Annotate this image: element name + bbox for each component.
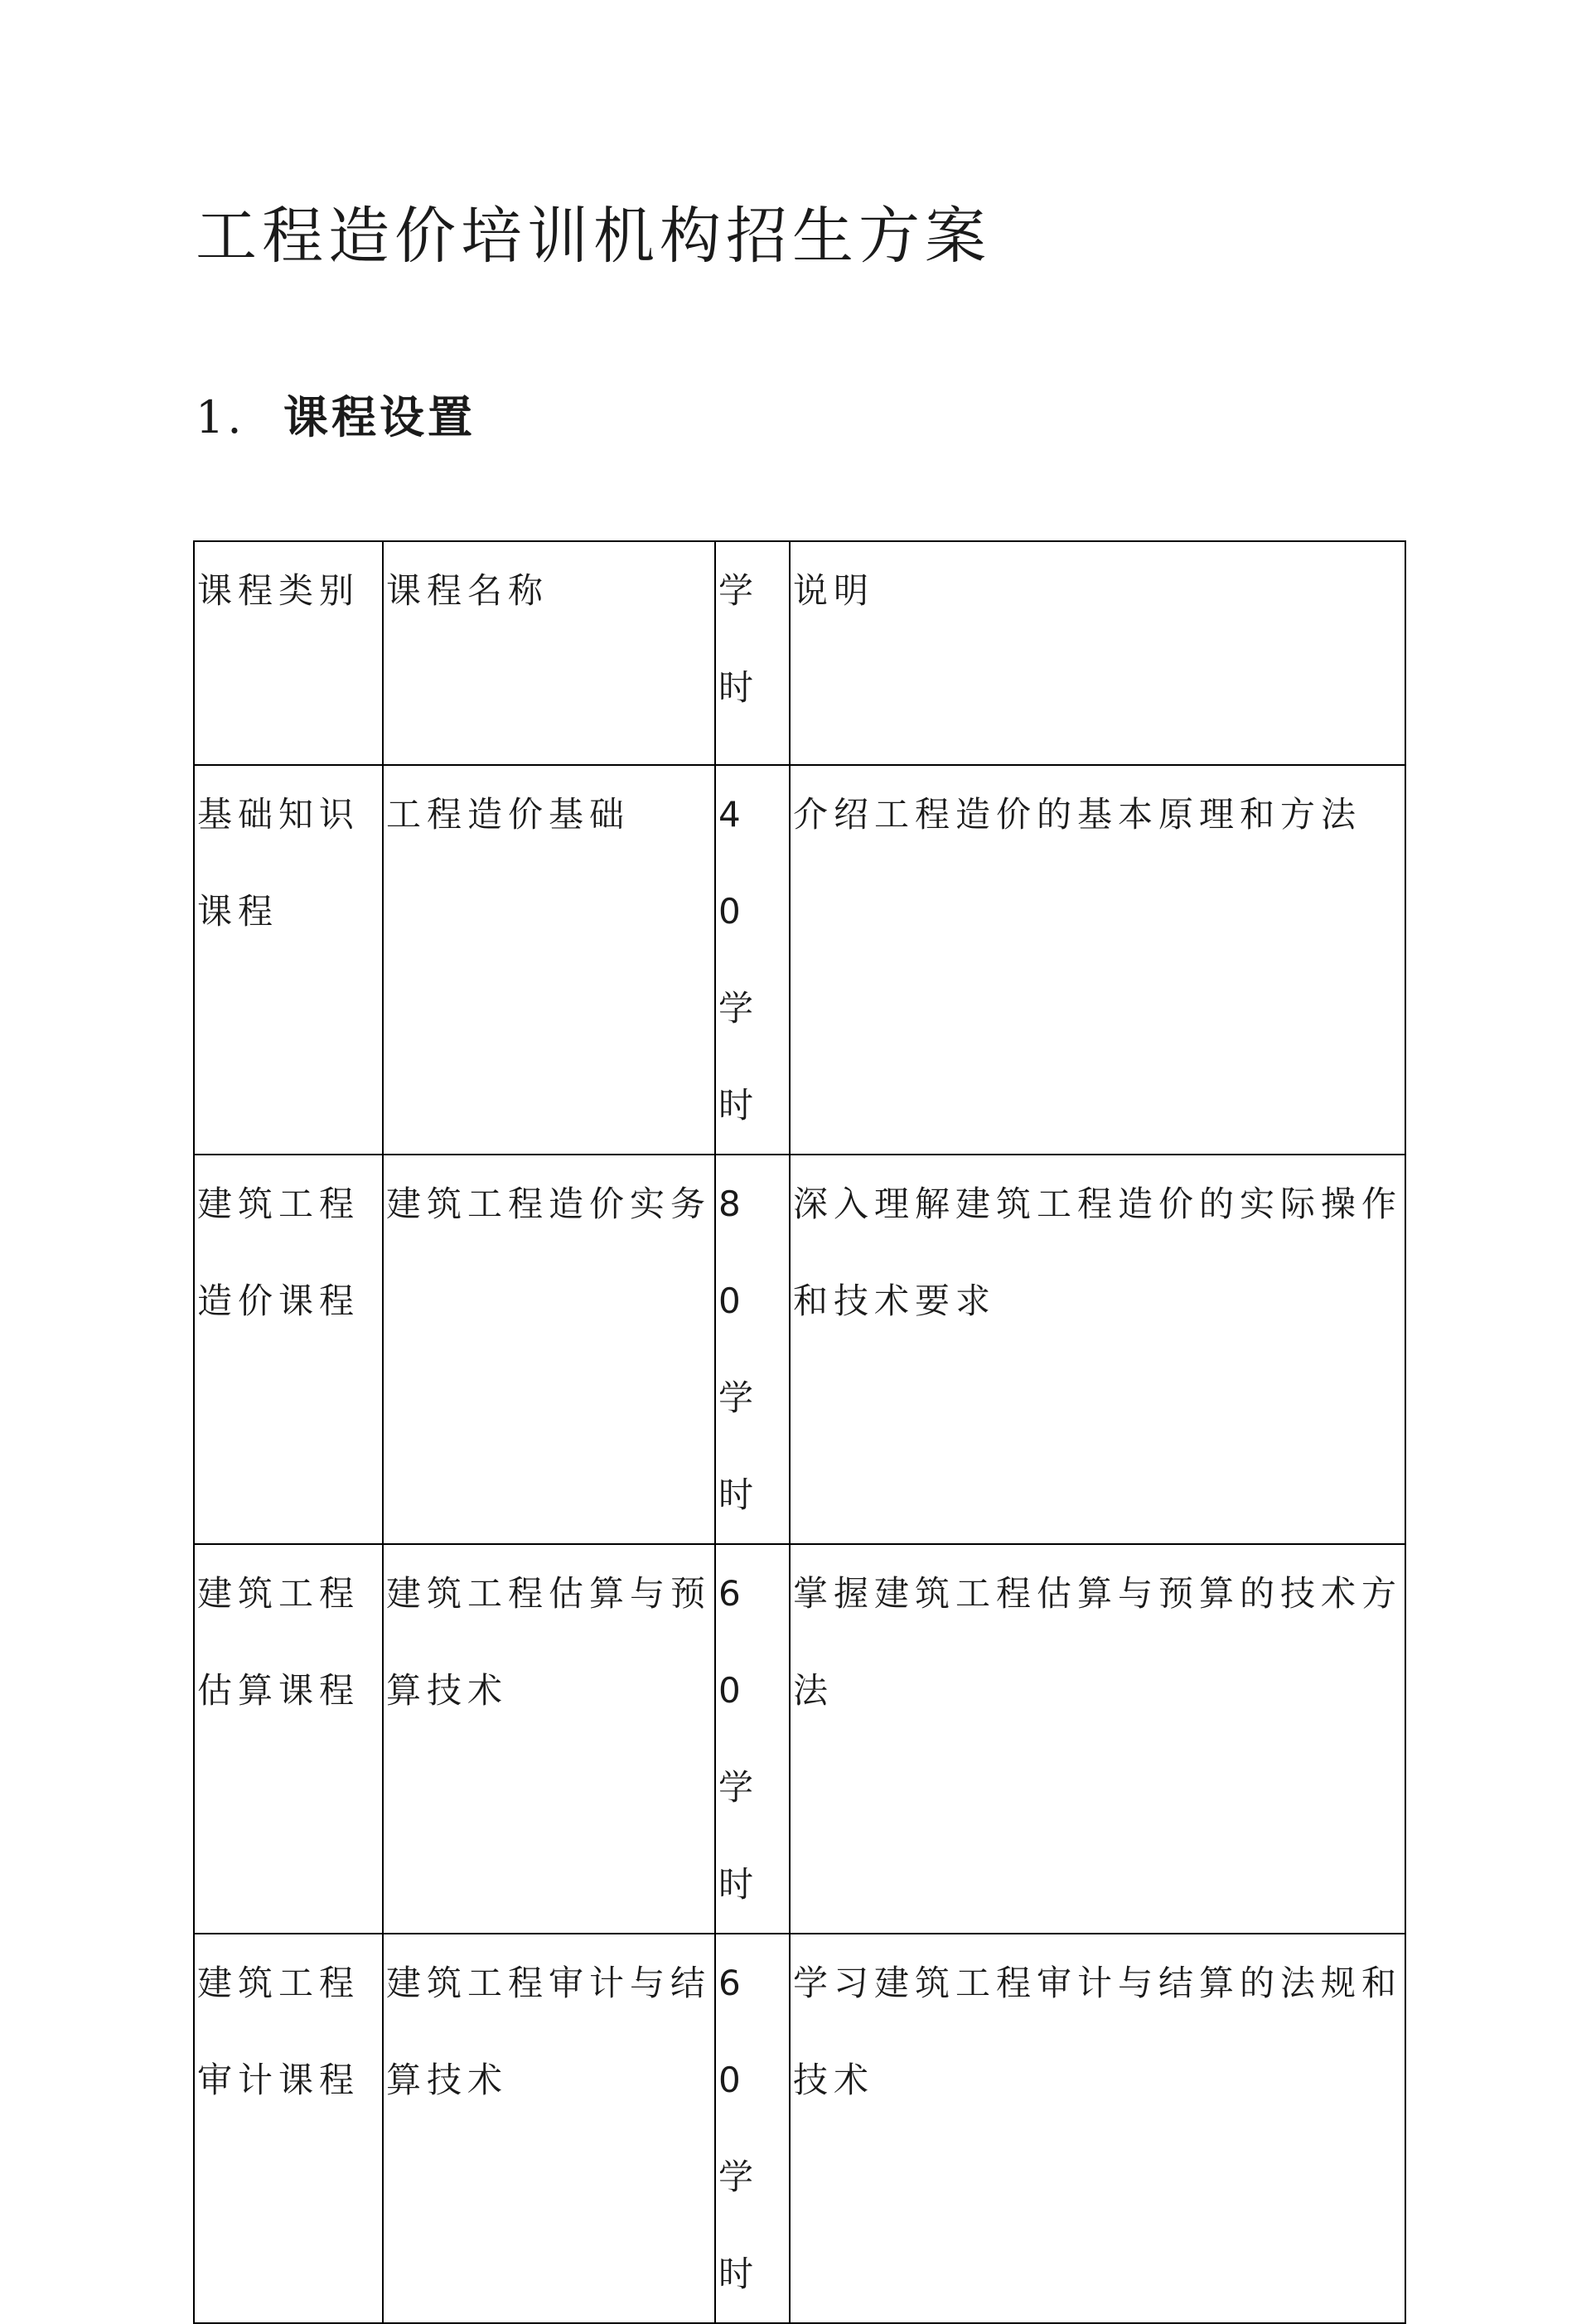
cell-description: 深入理解建筑工程造价的实际操作和技术要求 [790,1155,1405,1544]
cell-name: 建筑工程审计与结算技术 [383,1934,715,2323]
cell-hours [715,765,790,1155]
cell-category: 建筑工程审计课程 [194,1934,383,2323]
header-name: 课程名称 [383,541,715,765]
cell-name: 建筑工程造价实务 [383,1155,715,1544]
document-title: 工程造价培训机构招生方案 [196,201,991,272]
cell-hours-text: 60学时 [718,1573,756,1905]
cell-hours [715,1155,790,1544]
cell-description: 介绍工程造价的基本原理和方法 [790,765,1405,1155]
cell-hours [715,1544,790,1934]
header-hours-text: 学时 [718,570,756,708]
table-row [194,1934,1405,2323]
table-row [194,765,1405,1155]
cell-description: 学习建筑工程审计与结算的法规和技术 [790,1934,1405,2323]
cell-category: 建筑工程造价课程 [194,1155,383,1544]
cell-category: 基础知识课程 [194,765,383,1155]
section-title: 课程设置 [283,390,476,443]
table-row [194,1544,1405,1934]
section-heading [196,388,476,447]
header-description: 说明 [790,541,1405,765]
cell-hours-text: 40学时 [718,794,756,1126]
cell-hours [715,1934,790,2323]
cell-category: 建筑工程估算课程 [194,1544,383,1934]
course-table [193,540,1406,2324]
table-row [194,1155,1405,1544]
cell-name: 工程造价基础 [383,765,715,1155]
table-header-row [194,541,1405,765]
cell-description: 掌握建筑工程估算与预算的技术方法 [790,1544,1405,1934]
header-hours [715,541,790,765]
section-number: 1. [196,391,245,443]
cell-name: 建筑工程估算与预算技术 [383,1544,715,1934]
cell-hours-text: 80学时 [718,1184,756,1515]
cell-hours-text: 60学时 [718,1963,756,2294]
header-category: 课程类别 [194,541,383,765]
